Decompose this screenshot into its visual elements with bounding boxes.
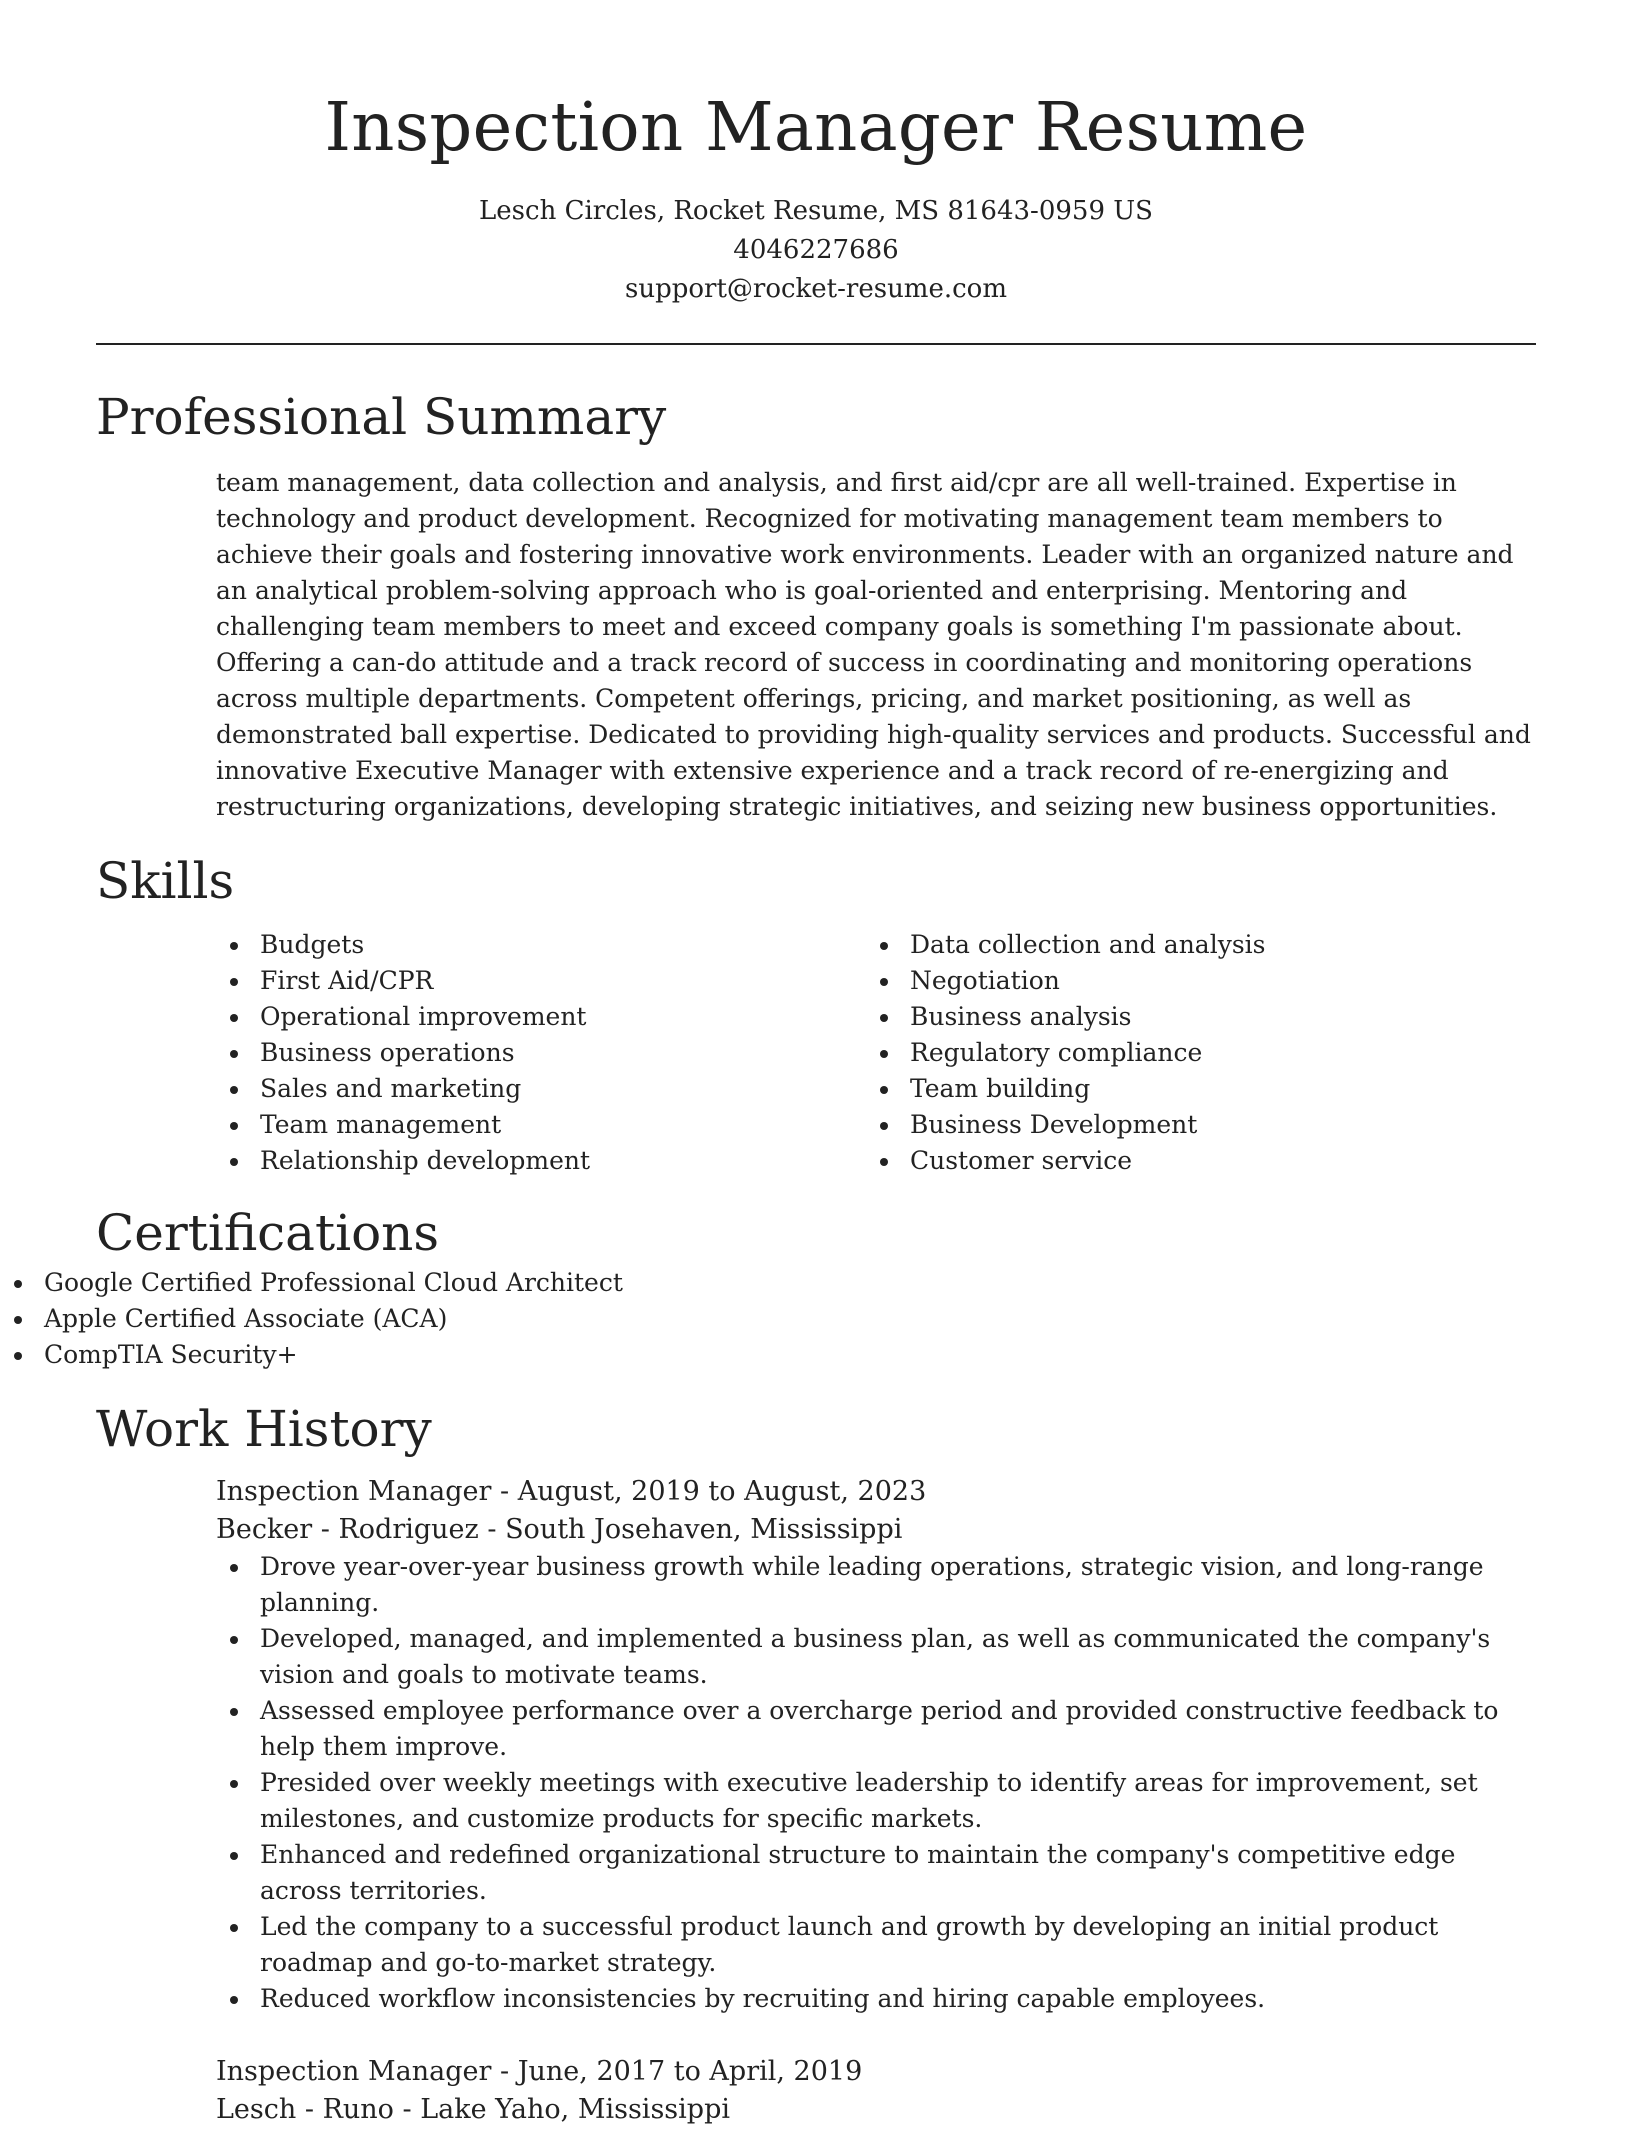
job-bullet: Led the company to a successful product launch and growth by developing an initial product roadmap and go-to-market strategy. (216, 1909, 1536, 1981)
skill-item: Team building (866, 1071, 1516, 1107)
skill-item: Regulatory compliance (866, 1035, 1516, 1071)
skills-column-left (216, 927, 866, 1179)
job-bullet: Assessed employee performance over a overcharge period and provided constructive feedback to help them improve. (216, 1693, 1536, 1765)
skill-item: Negotiation (866, 963, 1516, 999)
job-bullet: Developed, managed, and implemented a business plan, as well as communicated the company's vision and goals to motivate teams. (216, 1621, 1536, 1693)
job-dates: June, 2017 to April, 2019 (517, 2056, 863, 2087)
skill-item: Data collection and analysis (866, 927, 1516, 963)
job-location: Lake Yaho, Mississippi (420, 2094, 730, 2125)
skill-item: Business operations (216, 1035, 866, 1071)
certifications-list (0, 1265, 1632, 1373)
skills-column-right (866, 927, 1516, 1179)
contact-phone: 4046227686 (733, 235, 899, 265)
job-company: Lesch - Runo (216, 2094, 394, 2125)
contact-email: support@rocket-resume.com (624, 274, 1007, 304)
certification-item: Apple Certified Associate (ACA) (0, 1301, 1632, 1337)
job-entry (216, 2053, 1536, 2129)
job-company-line: Becker - Rodriguez - South Josehaven, Mississippi (216, 1514, 903, 1545)
certification-item: Google Certified Professional Cloud Architect (0, 1265, 1632, 1301)
header-divider (96, 343, 1536, 345)
job-title-line: Inspection Manager - August, 2019 to August, 2023 (216, 1476, 927, 1507)
job-location: South Josehaven, Mississippi (505, 1514, 903, 1545)
job-bullet: Reduced workflow inconsistencies by recruiting and hiring capable employees. (216, 1981, 1536, 2017)
job-title: Inspection Manager (216, 2056, 492, 2087)
resume-header (0, 0, 1632, 309)
skill-item: First Aid/CPR (216, 963, 866, 999)
job-bullet: Drove year-over-year business growth while leading operations, strategic vision, and long-range planning. (216, 1549, 1536, 1621)
contact-address: Lesch Circles, Rocket Resume, MS 81643-0959 US (479, 196, 1153, 226)
summary-heading: Professional Summary (96, 388, 667, 446)
job-title: Inspection Manager (216, 1476, 492, 1507)
job-title-line: Inspection Manager - June, 2017 to April, 2019 (216, 2056, 863, 2087)
job-company-line: Lesch - Runo - Lake Yaho, Mississippi (216, 2094, 730, 2125)
work-history-heading: Work History (96, 1400, 432, 1458)
skill-item: Business Development (866, 1107, 1516, 1143)
job-responsibilities (216, 1549, 1536, 2017)
job-bullet: Enhanced and redefined organizational structure to maintain the company's competitive edge across territories. (216, 1837, 1536, 1909)
skill-item: Budgets (216, 927, 866, 963)
job-company: Becker - Rodriguez (216, 1514, 479, 1545)
skills-heading: Skills (96, 852, 235, 910)
skill-item: Customer service (866, 1143, 1516, 1179)
job-entry (216, 1473, 1536, 2017)
contact-info (0, 192, 1632, 309)
job-bullet: Presided over weekly meetings with executive leadership to identify areas for improvement, set milestones, and customize products for specific markets. (216, 1765, 1536, 1837)
skill-item: Business analysis (866, 999, 1516, 1035)
skills-columns (216, 927, 1632, 1179)
summary-text: team management, data collection and analysis, and first aid/cpr are all well-trained. Expertise in technology and product development. Recognized for motivating management team members to achieve their goals and fostering innovative work environments. Leader with an organized nature and an analytical problem-solving approach who is goal-oriented and enterprising. Mentoring and challenging team members to meet and exceed company goals is something I'm passionate about. Offering a can-do attitude and a track record of success in coordinating and monitoring operations across multiple departments. Competent offerings, pricing, and market positioning, as well as demonstrated ball expertise. Dedicated to providing high-quality services and products. Successful and innovative Executive Manager with extensive experience and a track record of re-energizing and restructuring organizations, developing strategic initiatives, and seizing new business opportunities. (216, 468, 1531, 821)
resume-title: Inspection Manager Resume (324, 88, 1308, 166)
certification-item: CompTIA Security+ (0, 1337, 1632, 1373)
job-dates: August, 2019 to August, 2023 (517, 1476, 927, 1507)
certifications-heading: Certifications (96, 1204, 440, 1262)
skill-item: Sales and marketing (216, 1071, 866, 1107)
skill-item: Operational improvement (216, 999, 866, 1035)
skill-item: Team management (216, 1107, 866, 1143)
skill-item: Relationship development (216, 1143, 866, 1179)
